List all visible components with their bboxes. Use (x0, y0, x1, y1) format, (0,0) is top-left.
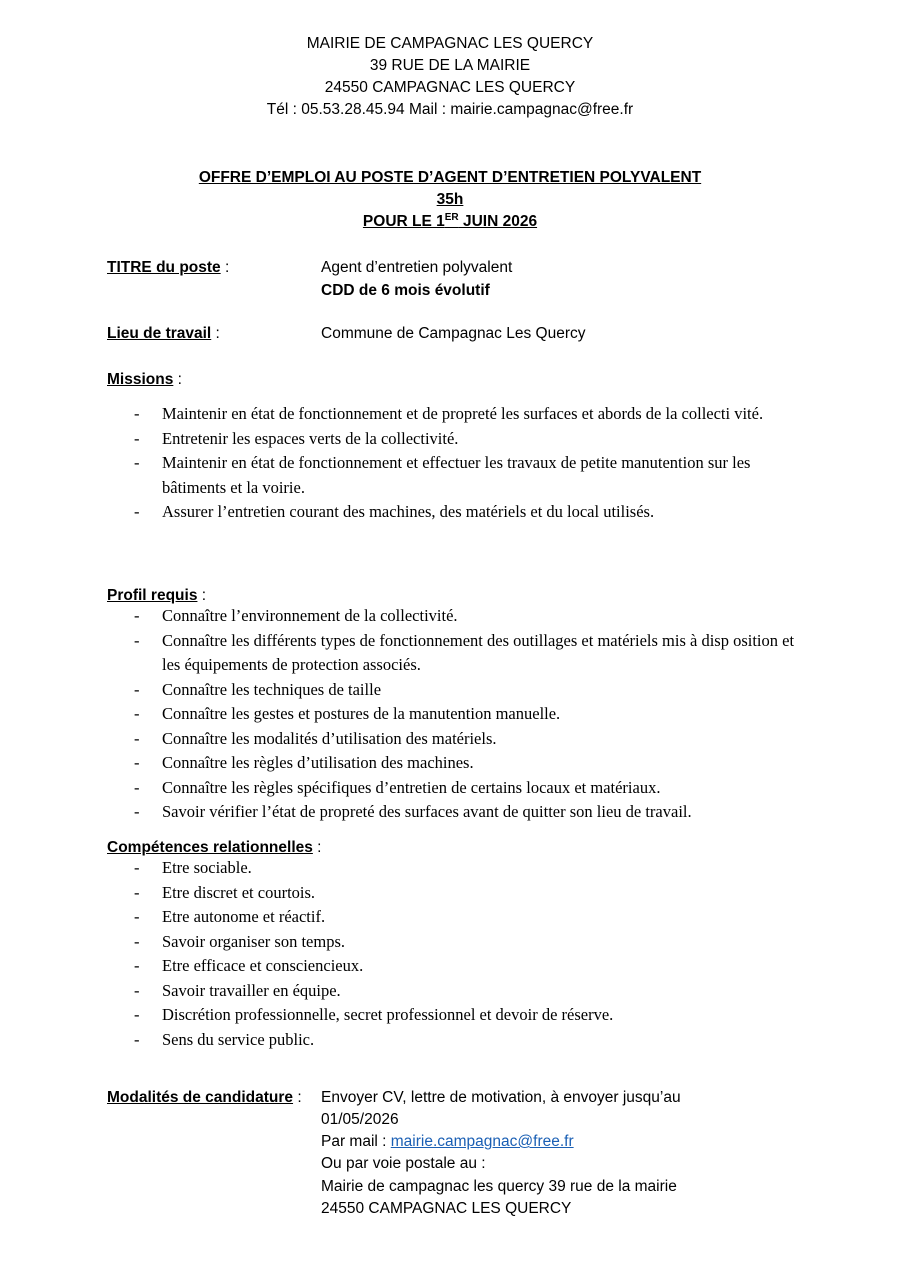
list-item: - Savoir vérifier l’état de propreté des surfaces avant de quitter son lieu de travail. (134, 802, 692, 821)
skills-heading-text: Compétences relationnelles (107, 839, 313, 856)
workplace-label-text: Lieu de travail (107, 325, 212, 342)
missions-heading-text: Missions (107, 371, 174, 388)
offer-date-suffix: JUIN 2026 (458, 213, 538, 230)
list-item: - Etre discret et courtois. (134, 882, 316, 902)
list-item: - Connaître les différents types de fonctionnement des outillages et matériels mis à disp osition et les équipements de protection associés. (134, 630, 795, 674)
job-title-sep: : (220, 259, 230, 276)
header-line-name: MAIRIE DE CAMPAGNAC LES QUERCY (306, 35, 594, 52)
offer-title-block (0, 167, 900, 233)
missions-heading (107, 368, 182, 391)
application-postal-address: Mairie de campagnac les quercy 39 rue de la mairie (321, 1178, 677, 1195)
letterhead (0, 33, 900, 121)
profile-heading-text: Profil requis (107, 587, 198, 604)
application-sep: : (293, 1089, 302, 1106)
header-line-city: 24550 CAMPAGNAC LES QUERCY (324, 79, 576, 96)
offer-hours: 35h (436, 191, 464, 208)
application-heading (107, 1086, 302, 1109)
list-item: - Connaître les règles spécifiques d’entretien de certains locaux et matériaux. (134, 777, 661, 797)
application-instructions: Envoyer CV, lettre de motivation, à envoyer jusqu’au (321, 1089, 681, 1106)
list-item: - Etre sociable. (134, 858, 252, 877)
application-heading-text: Modalités de candidature (107, 1089, 294, 1106)
job-title-label-text: TITRE du poste (107, 259, 221, 276)
list-item: - Assurer l’entretien courant des machines, des matériels et du local utilisés. (134, 502, 655, 521)
list-item: - Etre autonome et réactif. (134, 907, 326, 926)
list-item: - Maintenir en état de fonctionnement et effectuer les travaux de petite manutention sur les bâtiments et la voirie. (134, 453, 751, 497)
application-mail-prefix: Par mail : (321, 1133, 391, 1150)
job-contract-type: CDD de 6 mois évolutif (321, 282, 490, 299)
workplace-value: Commune de Campagnac Les Quercy (321, 325, 586, 342)
offer-title: OFFRE D’EMPLOI AU POSTE D’AGENT D’ENTRETIEN POLYVALENT (198, 169, 702, 186)
missions-list (134, 402, 804, 525)
offer-start-date (0, 211, 900, 233)
list-item: - Connaître les modalités d’utilisation des matériels. (134, 728, 497, 748)
profile-list (134, 604, 804, 825)
offer-date-sup: ER (444, 211, 459, 223)
workplace-sep: : (211, 325, 220, 342)
application-postal-intro: Ou par voie postale au : (321, 1155, 486, 1172)
list-item: - Etre efficace et consciencieux. (134, 956, 364, 975)
application-postal-city: 24550 CAMPAGNAC LES QUERCY (321, 1200, 572, 1217)
list-item: - Connaître les règles d’utilisation des machines. (134, 753, 474, 772)
application-deadline: 01/05/2026 (321, 1111, 399, 1128)
list-item: - Connaître l’environnement de la collectivité. (134, 606, 458, 625)
header-line-street: 39 RUE DE LA MAIRIE (369, 57, 531, 74)
list-item: - Entretenir les espaces verts de la collectivité. (134, 428, 459, 448)
list-item: - Connaître les techniques de taille (134, 679, 382, 699)
workplace-label (107, 322, 220, 345)
skills-sep: : (312, 839, 322, 856)
missions-sep: : (173, 371, 182, 388)
offer-date-prefix: POUR LE 1 (362, 213, 445, 230)
skills-list (134, 856, 804, 1052)
list-item: - Maintenir en état de fonctionnement et de propreté les surfaces et abords de la collecti vité. (134, 404, 764, 423)
list-item: - Sens du service public. (134, 1029, 315, 1049)
application-mail-line (321, 1130, 574, 1153)
list-item: - Savoir travailler en équipe. (134, 980, 341, 1000)
email-link[interactable]: mairie.campagnac@free.fr (390, 1133, 574, 1150)
job-title-value: Agent d’entretien polyvalent (321, 259, 513, 276)
list-item: - Savoir organiser son temps. (134, 931, 346, 951)
list-item: - Discrétion professionnelle, secret professionnel et devoir de réserve. (134, 1005, 614, 1024)
list-item: - Connaître les gestes et postures de la manutention manuelle. (134, 704, 561, 723)
job-title-label (107, 256, 229, 279)
profile-sep: : (197, 587, 207, 604)
header-line-contact: Tél : 05.53.28.45.94 Mail : mairie.campagnac@free.fr (266, 101, 634, 118)
